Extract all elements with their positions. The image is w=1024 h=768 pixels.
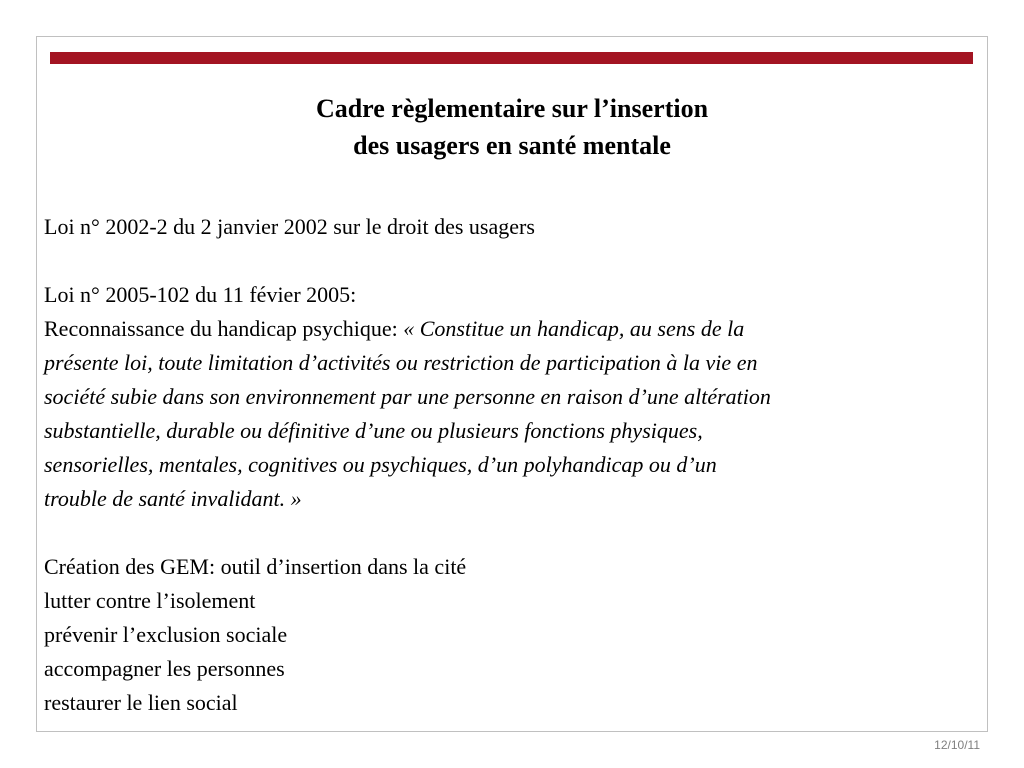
spacer bbox=[44, 244, 988, 278]
gem-item: prévenir l’exclusion sociale bbox=[44, 622, 288, 647]
recognition-quote-line-6: trouble de santé invalidant. » bbox=[44, 486, 302, 511]
gem-heading: Création des GEM: outil d’insertion dans la cité bbox=[44, 554, 467, 579]
law-2002-line: Loi n° 2002-2 du 2 janvier 2002 sur le droit des usagers bbox=[44, 214, 535, 239]
gem-item: accompagner les personnes bbox=[44, 656, 285, 681]
slide-date: 12/10/11 bbox=[934, 738, 980, 752]
recognition-quote-line-2: présente loi, toute limitation d’activités ou restriction de participation à la vie en bbox=[44, 350, 758, 375]
slide-body bbox=[44, 210, 988, 720]
recognition-quote-line-3: société subie dans son environnement par une personne en raison d’une altération bbox=[44, 384, 771, 409]
gem-item: lutter contre l’isolement bbox=[44, 588, 256, 613]
accent-bar bbox=[50, 52, 973, 64]
recognition-quote-start: « Constitue un handicap, au sens de la bbox=[403, 316, 745, 341]
spacer bbox=[44, 516, 988, 550]
title-line-1: Cadre règlementaire sur l’insertion bbox=[315, 94, 709, 123]
recognition-quote-line-5: sensorielles, mentales, cognitives ou psychiques, d’un polyhandicap ou d’un bbox=[44, 452, 717, 477]
recognition-label: Reconnaissance du handicap psychique: bbox=[44, 316, 404, 341]
gem-item: restaurer le lien social bbox=[44, 690, 238, 715]
recognition-line bbox=[44, 312, 988, 346]
slide-title bbox=[36, 90, 988, 164]
recognition-quote-line-4: substantielle, durable ou définitive d’une ou plusieurs fonctions physiques, bbox=[44, 418, 703, 443]
law-2005-line: Loi n° 2005-102 du 11 févier 2005: bbox=[44, 282, 357, 307]
title-line-2: des usagers en santé mentale bbox=[353, 131, 671, 160]
